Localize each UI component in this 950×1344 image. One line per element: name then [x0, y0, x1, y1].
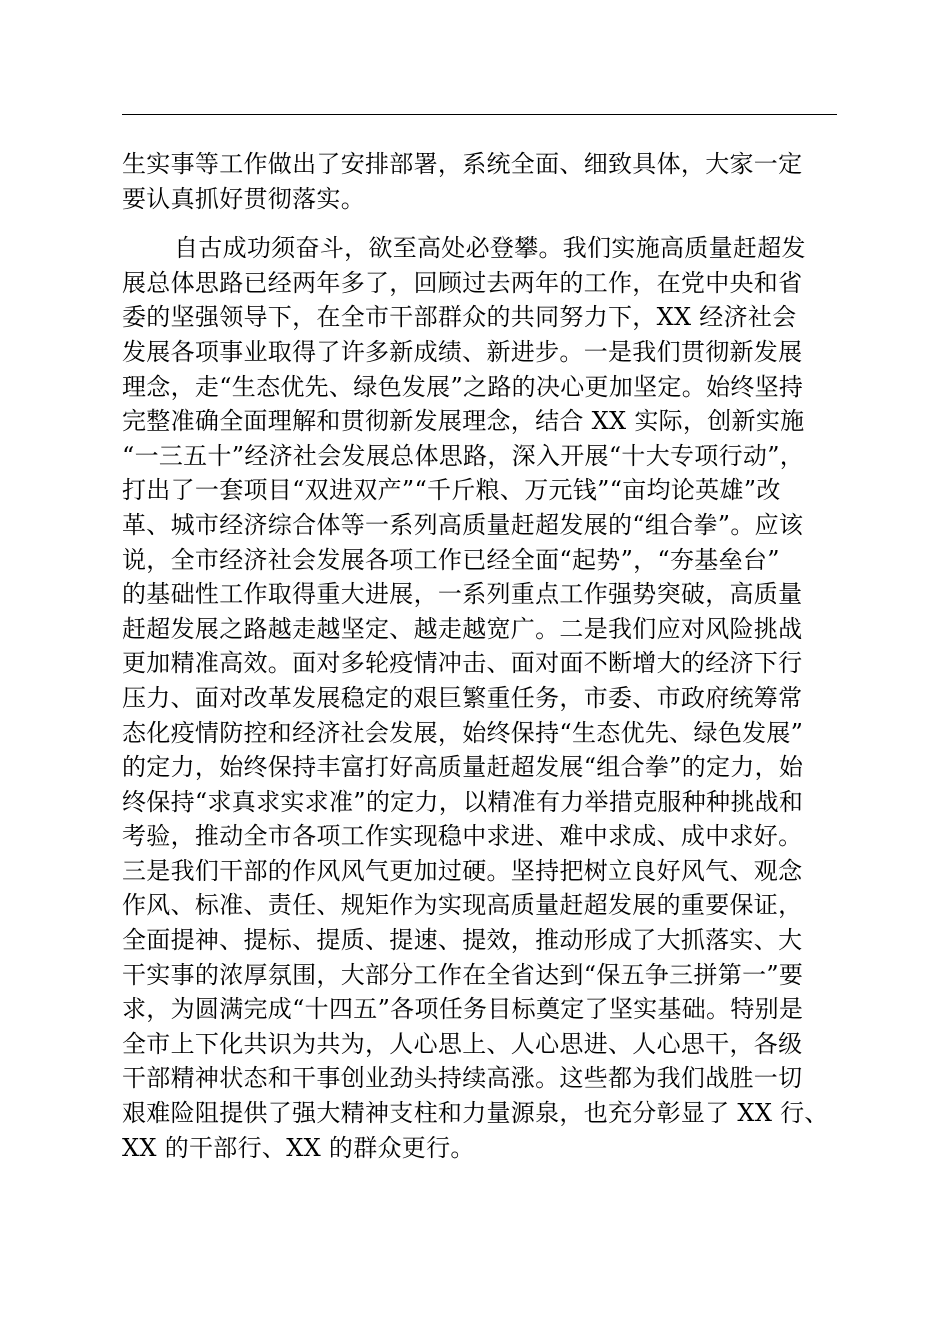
text-line: 艰难险阻提供了强大精神支柱和力量源泉，也充分彰显了 XX 行、 — [122, 1099, 829, 1128]
text-line: 压力、面对改革发展稳定的艰巨繁重任务，市委、市政府统筹常 — [122, 683, 803, 712]
text-line: 考验，推动全市各项工作实现稳中求进、难中求成、成中求好。 — [122, 822, 803, 851]
text-line: 终保持“求真求实求准”的定力，以精准有力举措克服种种挑战和 — [122, 787, 804, 816]
text-line-first: 自古成功须奋斗，欲至高处必登攀。我们实施高质量赶超发 — [174, 234, 806, 263]
body-text — [122, 147, 837, 1165]
text-line: 作风、标准、责任、规矩作为实现高质量赶超发展的重要保证， — [122, 891, 803, 920]
text-line: 展总体思路已经两年多了，回顾过去两年的工作，在党中央和省 — [122, 268, 803, 297]
text-line: XX 的干部行、XX 的群众更行。 — [122, 1133, 475, 1162]
text-line: 革、城市经济综合体等一系列高质量赶超发展的“组合拳”。应该 — [122, 510, 804, 539]
text-line: 委的坚强领导下，在全市干部群众的共同努力下，XX 经济社会 — [122, 303, 797, 332]
text-line: 的基础性工作取得重大进展，一系列重点工作强势突破，高质量 — [122, 580, 803, 609]
text-line: 全市上下化共识为共为，人心思上、人心思进、人心思干，各级 — [122, 1029, 803, 1058]
text-line: 态化疫情防控和经济社会发展，始终保持“生态优先、绿色发展” — [122, 718, 804, 747]
text-line: 更加精准高效。面对多轮疫情冲击、面对面不断增大的经济下行 — [122, 649, 803, 678]
text-line: 完整准确全面理解和贯彻新发展理念，结合 XX 实际，创新实施 — [122, 407, 805, 436]
text-line: 打出了一套项目“双进双产”“千斤粮、万元钱”“亩均论英雄”改 — [122, 476, 781, 505]
text-line: “一三五十”经济社会发展总体思路，深入开展“十大专项行动”， — [122, 441, 805, 470]
paragraph-1 — [122, 147, 837, 216]
header-rule — [122, 114, 837, 115]
text-line: 干实事的浓厚氛围，大部分工作在全省达到“保五争三拼第一”要 — [122, 960, 804, 989]
text-line: 三是我们干部的作风风气更加过硬。坚持把树立良好风气、观念 — [122, 856, 803, 885]
text-line: 要认真抓好贯彻落实。 — [122, 184, 365, 213]
text-line: 发展各项事业取得了许多新成绩、新进步。一是我们贯彻新发展 — [122, 337, 803, 366]
text-line: 生实事等工作做出了安排部署，系统全面、细致具体，大家一定 — [122, 150, 803, 178]
paragraph-2 — [122, 231, 837, 1165]
text-line: 全面提神、提标、提质、提速、提效，推动形成了大抓落实、大 — [122, 926, 803, 955]
text-line: 说，全市经济社会发展各项工作已经全面“起势”，“夯基垒台” — [122, 545, 780, 574]
text-line: 干部精神状态和干事创业劲头持续高涨。这些都为我们战胜一切 — [122, 1064, 803, 1093]
text-line: 赶超发展之路越走越坚定、越走越宽广。二是我们应对风险挑战 — [122, 614, 803, 643]
text-line: 求，为圆满完成“十四五”各项任务目标奠定了坚实基础。特别是 — [122, 995, 804, 1024]
text-line: 的定力，始终保持丰富打好高质量赶超发展“组合拳”的定力，始 — [122, 753, 804, 782]
paragraph-gap — [122, 216, 837, 231]
text-line: 理念，走“生态优先、绿色发展”之路的决心更加坚定。始终坚持 — [122, 372, 804, 401]
